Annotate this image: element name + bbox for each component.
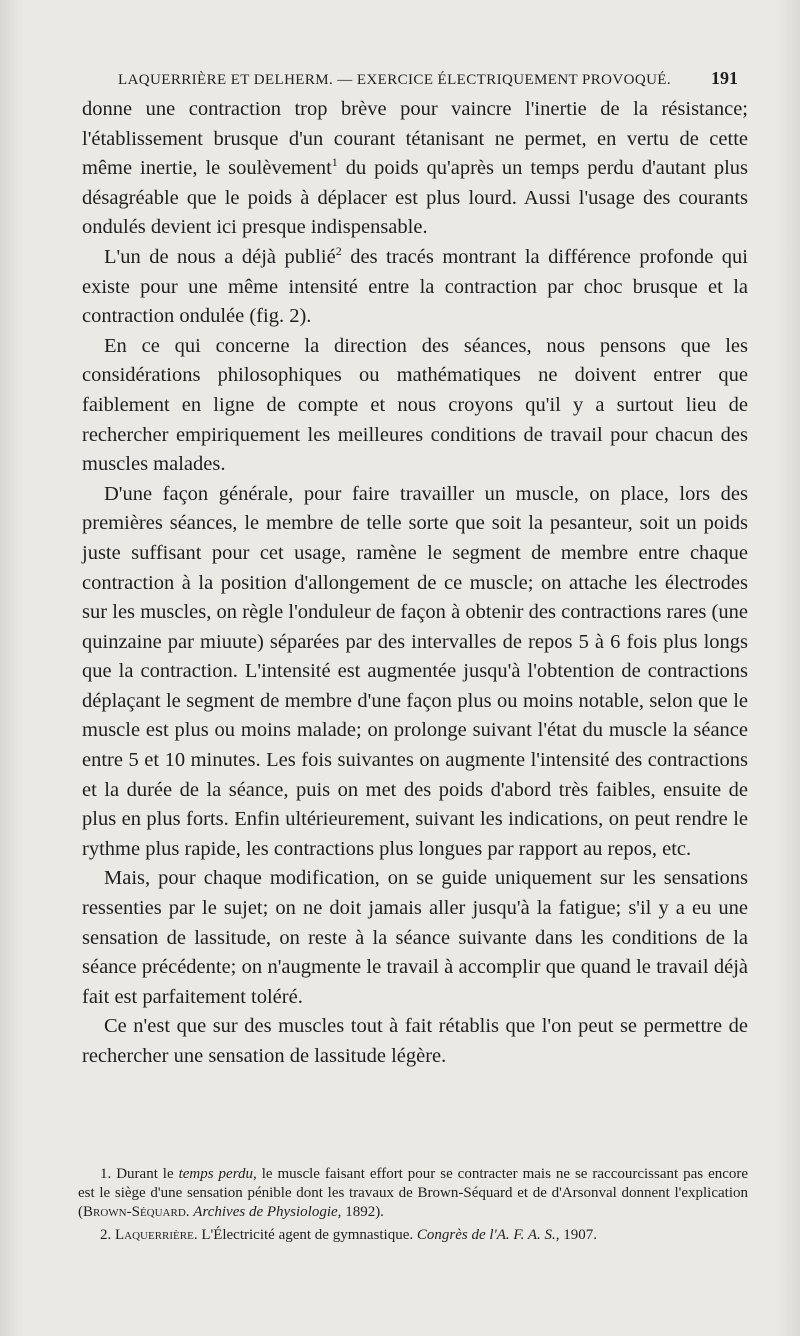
paragraph-1 (82, 95, 748, 243)
page-number: 191 (711, 68, 738, 88)
paragraph-1-text-a: donne une contraction trop brève pour vaincre l'inertie de la résistance; l'établissement brusque d'un courant tétanisant ne permet, en vertu de cette même inertie, le soulèvement (82, 98, 748, 180)
footnote-ref-1[interactable]: 1 (331, 155, 338, 170)
body-text (82, 95, 748, 1072)
footnote-2-venue: Congrès de l'A. F. A. S., (416, 1227, 560, 1243)
paragraph-2-text-b: des tracés montrant la différence profonde qui existe pour une même intensité entre la contraction par choc brusque et la contraction ondulée (fig. 2). (82, 245, 749, 328)
footnote-1-author: Brown-Séquard. (83, 1204, 190, 1220)
footnote-1-pre: Durant le (116, 1166, 174, 1182)
footnotes (78, 1165, 748, 1249)
footnote-1-number: 1. (100, 1166, 112, 1182)
footnote-1-end: 1892). (345, 1204, 384, 1220)
paragraph-2-text-a: L'un de nous a déjà publié (104, 245, 336, 268)
paragraph-4: D'une façon générale, pour faire travailler un muscle, on place, lors des premières séances, le membre de telle sorte que soit la pesanteur, soit un poids juste suffisant pour cet usage, ramène le segment de membre entre chaque contraction à la position d'allongement de ce muscle; on attache les électrodes sur les muscles, on règle l'onduleur de façon à obtenir des contractions rares (une quinzaine par miuute) séparées par des intervalles de repos 5 à 6 fois plus longs que la contraction. L'intensité est augmentée jusqu'à l'obtention de contractions déplaçant le segment de membre d'une façon plus ou moins notable, selon que le muscle est plus ou moins malade; on prolonge suivant l'état du muscle la séance entre 5 et 10 minutes. Les fois suivantes on augmente l'intensité des contractions et la durée de la séance, puis on met des poids d'abord très faibles, ensuite de plus en plus forts. Enfin ultérieurement, suivant les indications, on peut rendre le rythme plus rapide, les contractions plus longues par rapport au repos, etc. (82, 482, 748, 860)
footnote-2-title: L'Électricité agent de gymnastique. (201, 1227, 414, 1243)
footnote-1-text: le muscle faisant effort pour se contracter mais ne se raccourcissant pas encore est le siège d'une sensation pénible dont les travaux de Brown-Séquard et de d'Arsonval donnent l'explication ( (78, 1166, 749, 1220)
footnote-ref-2[interactable]: 2 (335, 244, 342, 259)
footnote-2-year: 1907. (563, 1227, 598, 1243)
footnote-2 (78, 1226, 748, 1245)
running-header (118, 68, 738, 89)
paragraph-1-text-b: du poids qu'après un temps perdu d'autant plus désagréable que le poids à déplacer est plus lourd. Aussi l'usage des courants ondulés devient ici presque indispensable. (82, 157, 749, 239)
footnote-1-journal: Archives de Physiologie, (193, 1204, 342, 1220)
running-title: LAQUERRIÈRE ET DELHERM. — EXERCICE ÉLECTRIQUEMENT PROVOQUÉ. (118, 72, 672, 88)
paragraph-5: Mais, pour chaque modification, on se guide uniquement sur les sensations ressenties par le sujet; on ne doit jamais aller jusqu'à la fatigue; s'il y a eu une sensation de lassitude, on reste à la séance suivante dans les conditions de la séance précédente; on n'augmente le travail à accomplir que quand le travail déjà fait est parfaitement toléré. (82, 867, 748, 1008)
paragraph-3: En ce qui concerne la direction des séances, nous pensons que les considérations philosophiques ou mathématiques ne doivent entrer que faiblement en ligne de compte et nous croyons qu'il y a surtout lieu de rechercher empiriquement les meilleures conditions de travail pour chacun des muscles malades. (82, 334, 748, 476)
paragraph-2 (82, 243, 748, 332)
footnote-1-term: temps perdu, (178, 1166, 257, 1182)
paragraph-6: Ce n'est que sur des muscles tout à fait rétablis que l'on peut se permettre de rechercher une sensation de lassitude légère. (82, 1015, 748, 1067)
footnote-2-author: Laquerrière. (115, 1227, 198, 1243)
footnote-1 (78, 1165, 748, 1222)
footnote-2-number: 2. (100, 1227, 112, 1243)
